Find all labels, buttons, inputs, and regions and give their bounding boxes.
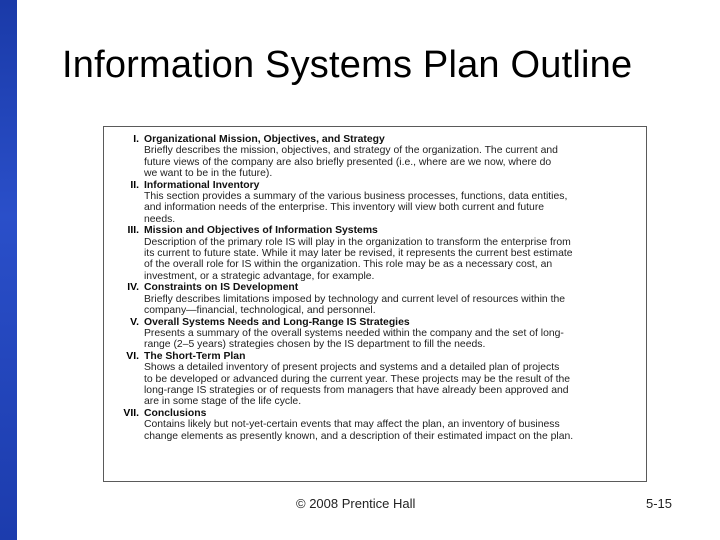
section-number: III. [127, 225, 139, 237]
section-number: V. [130, 316, 139, 328]
section-description-line: Briefly describes the mission, objectives, and strategy of the organization. The current and [144, 145, 558, 157]
section-description-line: are in some stage of the life cycle. [144, 396, 302, 408]
section-heading: Informational Inventory [144, 179, 260, 191]
section-description-line: future views of the company are also briefly presented (i.e., where are we now, where do [144, 156, 552, 168]
section-description-line: range (2–5 years) strategies chosen by the IS department to fill the needs. [144, 339, 486, 351]
section-description-line: Contains likely but not-yet-certain events that may affect the plan, an inventory of business [144, 419, 560, 431]
section-heading: The Short-Term Plan [144, 350, 246, 362]
section-description-line: company—financial, technological, and personnel. [144, 305, 376, 317]
slide-accent-bar [0, 0, 17, 540]
section-number: VII. [123, 407, 139, 419]
section-content [144, 351, 640, 408]
outline-section [110, 180, 640, 226]
section-description-line: and information needs of the enterprise. This inventory will view both current and future [144, 202, 545, 214]
section-number: VI. [126, 350, 139, 362]
section-description-line: investment, or a strategic advantage, for example. [144, 270, 375, 282]
section-content [144, 180, 640, 226]
outline-section [110, 282, 640, 316]
section-description-line: change elements as presently known, and a description of their estimated impact on the plan. [144, 430, 574, 442]
section-heading: Constraints on IS Development [144, 282, 299, 294]
section-content [144, 317, 640, 351]
section-description-line: Briefly describes limitations imposed by technology and current level of resources within the [144, 293, 566, 305]
outline-section [110, 317, 640, 351]
section-number: I. [133, 134, 139, 145]
section-heading: Overall Systems Needs and Long-Range IS Strategies [144, 316, 410, 328]
section-description-line: long-range IS strategies or of requests from managers that have already been approved and [144, 384, 569, 396]
section-number: IV. [127, 282, 139, 294]
section-content [144, 282, 640, 316]
section-content [144, 408, 640, 442]
outline-section [110, 134, 640, 180]
slide-title: Information Systems Plan Outline [62, 44, 633, 86]
section-description-line: to be developed or advanced during the current year. These projects may be the result of the [144, 373, 571, 385]
section-content [144, 134, 640, 180]
outline-section [110, 351, 640, 408]
outline-sections [110, 134, 640, 442]
section-description-line: needs. [144, 213, 176, 225]
section-description-line: Description of the primary role IS will play in the organization to transform the enterprise from [144, 236, 571, 248]
section-heading: Mission and Objectives of Information Systems [144, 225, 378, 237]
section-number: II. [130, 179, 139, 191]
section-description-line: Shows a detailed inventory of present projects and systems and a detailed plan of projects [144, 362, 560, 374]
outline-figure [103, 126, 647, 482]
section-description-line: we want to be in the future). [144, 168, 273, 180]
section-description-line: This section provides a summary of the various business processes, functions, data entities, [144, 191, 568, 203]
footer-copyright: © 2008 Prentice Hall [296, 496, 416, 511]
section-description-line: of the overall role for IS within the organization. This role may be as a necessary cost, an [144, 259, 553, 271]
section-heading: Conclusions [144, 407, 207, 419]
page-number: 5-15 [646, 496, 673, 511]
section-description-line: Presents a summary of the overall systems needed within the company and the set of long- [144, 327, 564, 339]
section-content [144, 225, 640, 282]
section-description-line: its current to future state. While it may later be revised, it represents the current best estimate [144, 248, 573, 260]
outline-section [110, 225, 640, 282]
section-heading: Organizational Mission, Objectives, and Strategy [144, 134, 385, 145]
outline-section [110, 408, 640, 442]
